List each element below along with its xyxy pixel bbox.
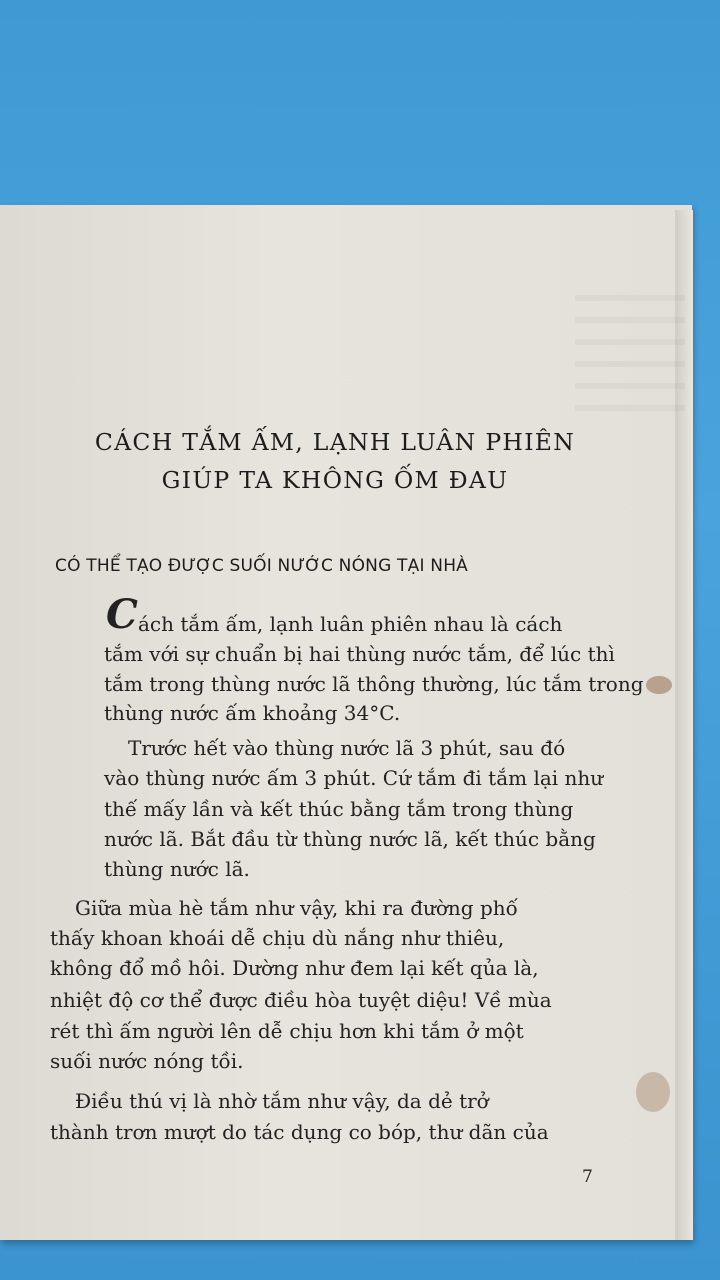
drop-cap: C <box>106 591 138 638</box>
stain-mark <box>636 1072 670 1112</box>
text-line: tắm trong thùng nước lã thông thường, lúc tắm trong <box>104 672 644 696</box>
text-line: thùng nước lã. <box>104 857 250 881</box>
text-line: Trước hết vào thùng nước lã 3 phút, sau đó <box>128 736 566 760</box>
article-title-line-1: CÁCH TẮM ẤM, LẠNH LUÂN PHIÊN <box>94 428 576 456</box>
text-line: vào thùng nước ấm 3 phút. Cứ tắm đi tắm lại như <box>104 766 604 790</box>
stain-mark <box>646 676 672 694</box>
section-subheading: CÓ THỂ TẠO ĐƯỢC SUỐI NƯỚC NÓNG TẠI NHÀ <box>55 556 469 576</box>
text-line: rét thì ấm người lên dễ chịu hơn khi tắm ở một <box>50 1019 524 1043</box>
text-line: thấy khoan khoái dễ chịu dù nắng như thiêu, <box>50 926 505 950</box>
text-line: nhiệt độ cơ thể được điều hòa tuyệt diệu! Về mùa <box>50 988 552 1012</box>
bleed-through-text <box>575 295 685 425</box>
article-title-line-2: GIÚP TA KHÔNG ỐM ĐAU <box>161 466 509 494</box>
text-line: thế mấy lần và kết thúc bằng tắm trong thùng <box>104 797 574 821</box>
text-line: suối nước nóng tồi. <box>50 1049 244 1073</box>
text-line: nước lã. Bắt đầu từ thùng nước lã, kết thúc bằng <box>104 827 596 851</box>
text-line: ách tắm ấm, lạnh luân phiên nhau là cách <box>138 612 563 636</box>
text-line: không đổ mồ hôi. Dường như đem lại kết qủa là, <box>50 956 539 980</box>
text-line: tắm với sự chuẩn bị hai thùng nước tắm, để lúc thì <box>104 642 615 666</box>
text-line: thùng nước ấm khoảng 34°C. <box>104 701 401 725</box>
page-number: 7 <box>582 1167 593 1187</box>
text-line: Điều thú vị là nhờ tắm như vậy, da dẻ trở <box>75 1089 489 1113</box>
text-line: Giữa mùa hè tắm như vậy, khi ra đường phố <box>75 896 518 920</box>
text-line: thành trơn mượt do tác dụng co bóp, thư dãn của <box>50 1120 549 1144</box>
